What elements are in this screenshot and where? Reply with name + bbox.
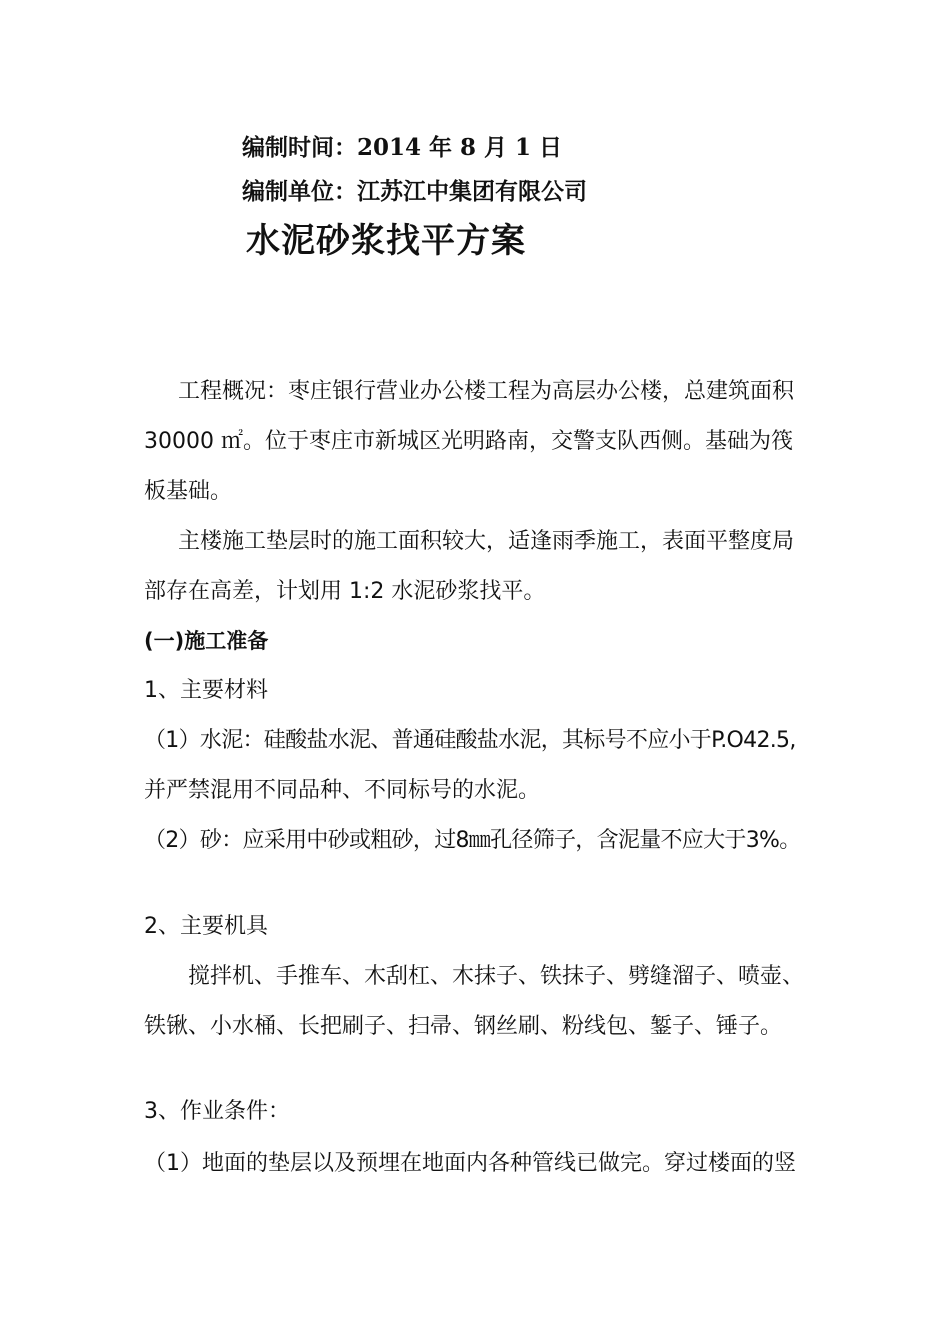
intro-line-2: 部存在高差，计划用 1:2 水泥砂浆找平。 [144, 579, 546, 604]
overview-line-2: 30000 ㎡。位于枣庄市新城区光明路南，交警支队西侧。基础为筏 [144, 429, 793, 454]
document-title: 水泥砂浆找平方案 [246, 221, 526, 261]
tools-line-2: 铁锹、小水桶、长把刷子、扫帚、钢丝刷、粉线包、錾子、锤子。 [144, 1014, 783, 1039]
overview-line-3: 板基础。 [144, 479, 233, 504]
materials-item-2: （2）砂：应采用中砂或粗砂，过8㎜孔径筛子，含泥量不应大于3%。 [144, 828, 801, 853]
conditions-item-1-line-1: （1）地面的垫层以及预埋在地面内各种管线已做完。穿过楼面的竖 [144, 1151, 796, 1176]
intro-line-1: 主楼施工垫层时的施工面积较大，适逢雨季施工，表面平整度局 [178, 529, 795, 554]
materials-item-1-line-1: （1）水泥：硅酸盐水泥、普通硅酸盐水泥，其标号不应小于P.O42.5, [144, 728, 796, 753]
compile-date: 编制时间：2014 年 8 月 1 日 [242, 134, 563, 161]
tools-line-1: 搅拌机、手推车、木刮杠、木抹子、铁抹子、劈缝溜子、喷壶、 [188, 964, 805, 989]
section-heading-preparation: (一)施工准备 [144, 629, 269, 653]
compile-unit: 编制单位：江苏江中集团有限公司 [242, 178, 587, 205]
materials-item-1-line-2: 并严禁混用不同品种、不同标号的水泥。 [144, 778, 541, 803]
tools-title: 2、主要机具 [144, 914, 268, 939]
materials-title: 1、主要材料 [144, 678, 268, 703]
overview-line-1: 工程概况：枣庄银行营业办公楼工程为高层办公楼，总建筑面积 [178, 379, 795, 404]
conditions-title: 3、作业条件： [144, 1099, 290, 1124]
